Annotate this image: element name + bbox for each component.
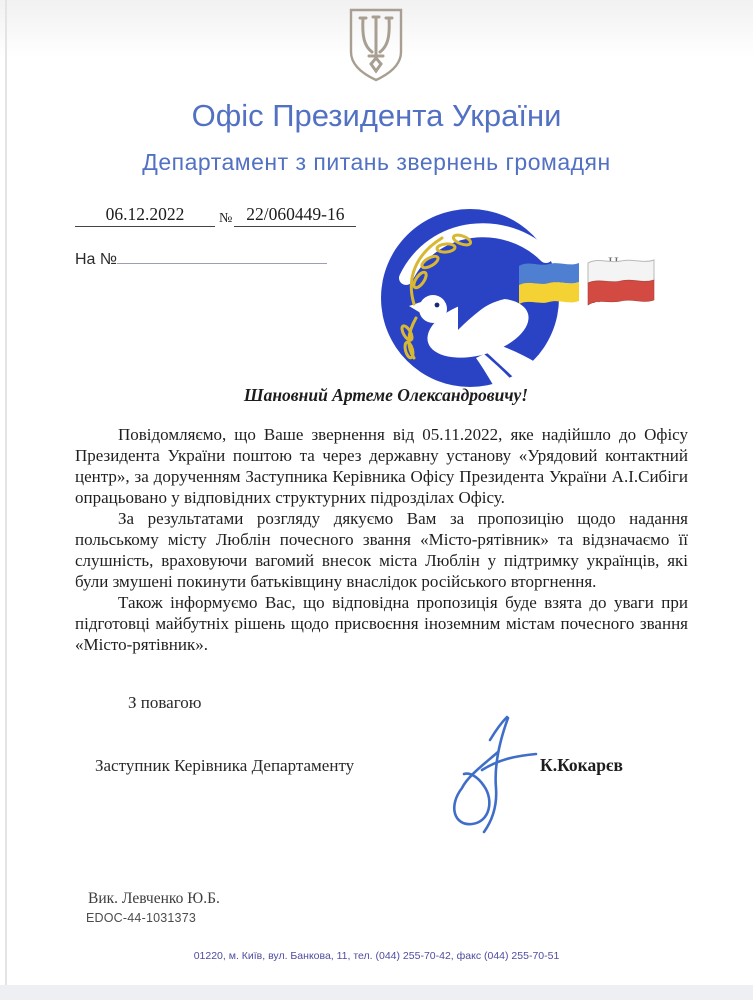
valediction: З повагою [128, 693, 202, 712]
tryzub-emblem-icon [344, 8, 408, 82]
edoc-number: EDOC-44-1031373 [86, 911, 197, 925]
reply-label: На № [75, 251, 118, 268]
signer-title: Заступник Керівника Департаменту [95, 756, 355, 775]
footer-address: 01220, м. Київ, вул. Банкова, 11, тел. (044) 255-70-42, факс (044) 255-70-51 [193, 950, 560, 962]
paragraph-3: Також інформуємо Вас, що відповідна пропозиція буде взята до уваги при підготовці майбутніх рішень щодо присвоєння іноземним містам почесного звання «Місто-рятівник». [75, 593, 688, 654]
department-title: Департамент з питань звернень громадян [142, 149, 611, 175]
executor-name: Вик. Левченко Ю.Б. [88, 890, 220, 907]
scan-left-edge [5, 0, 7, 985]
paragraph-2: За результатами розгляду дякуємо Вам за пропозицію щодо надання польському місту Люблін почесного звання «Місто-рятівник» та відзначаємо її слушність, враховуючи вагомий внесок міста Люблін у підтримку українців, які були змушені покинути батьківщину внаслідок російського вторгнення. [75, 509, 688, 591]
scan-bottom-strip [0, 985, 753, 1000]
paragraph-1: Повідомляємо, що Ваше звернення від 05.11.2022, яке надійшло до Офісу Президента України поштою та через державну установу «Урядовий контактний центр», за дорученням Заступника Керівника Офісу Президента України А.І.Сибіги опрацьовано у відповідних структурних підрозділах Офісу. [75, 425, 688, 507]
reply-reference-line [75, 249, 327, 269]
org-title: Офіс Президента України [191, 98, 562, 133]
ukraine-flag-icon [516, 258, 582, 305]
signer-name: К.Кокарєв [540, 755, 623, 775]
reference-line [75, 204, 356, 227]
letter-number: 22/060449-16 [234, 204, 356, 227]
letter-body [75, 424, 688, 655]
handwritten-signature [438, 710, 543, 835]
poland-flag-icon [585, 254, 657, 306]
number-sign: № [219, 211, 233, 226]
reply-blank-line [117, 249, 327, 264]
letter-date: 06.12.2022 [75, 204, 215, 227]
greeting-line: Шановний Артеме Олександровичу! [243, 385, 529, 405]
